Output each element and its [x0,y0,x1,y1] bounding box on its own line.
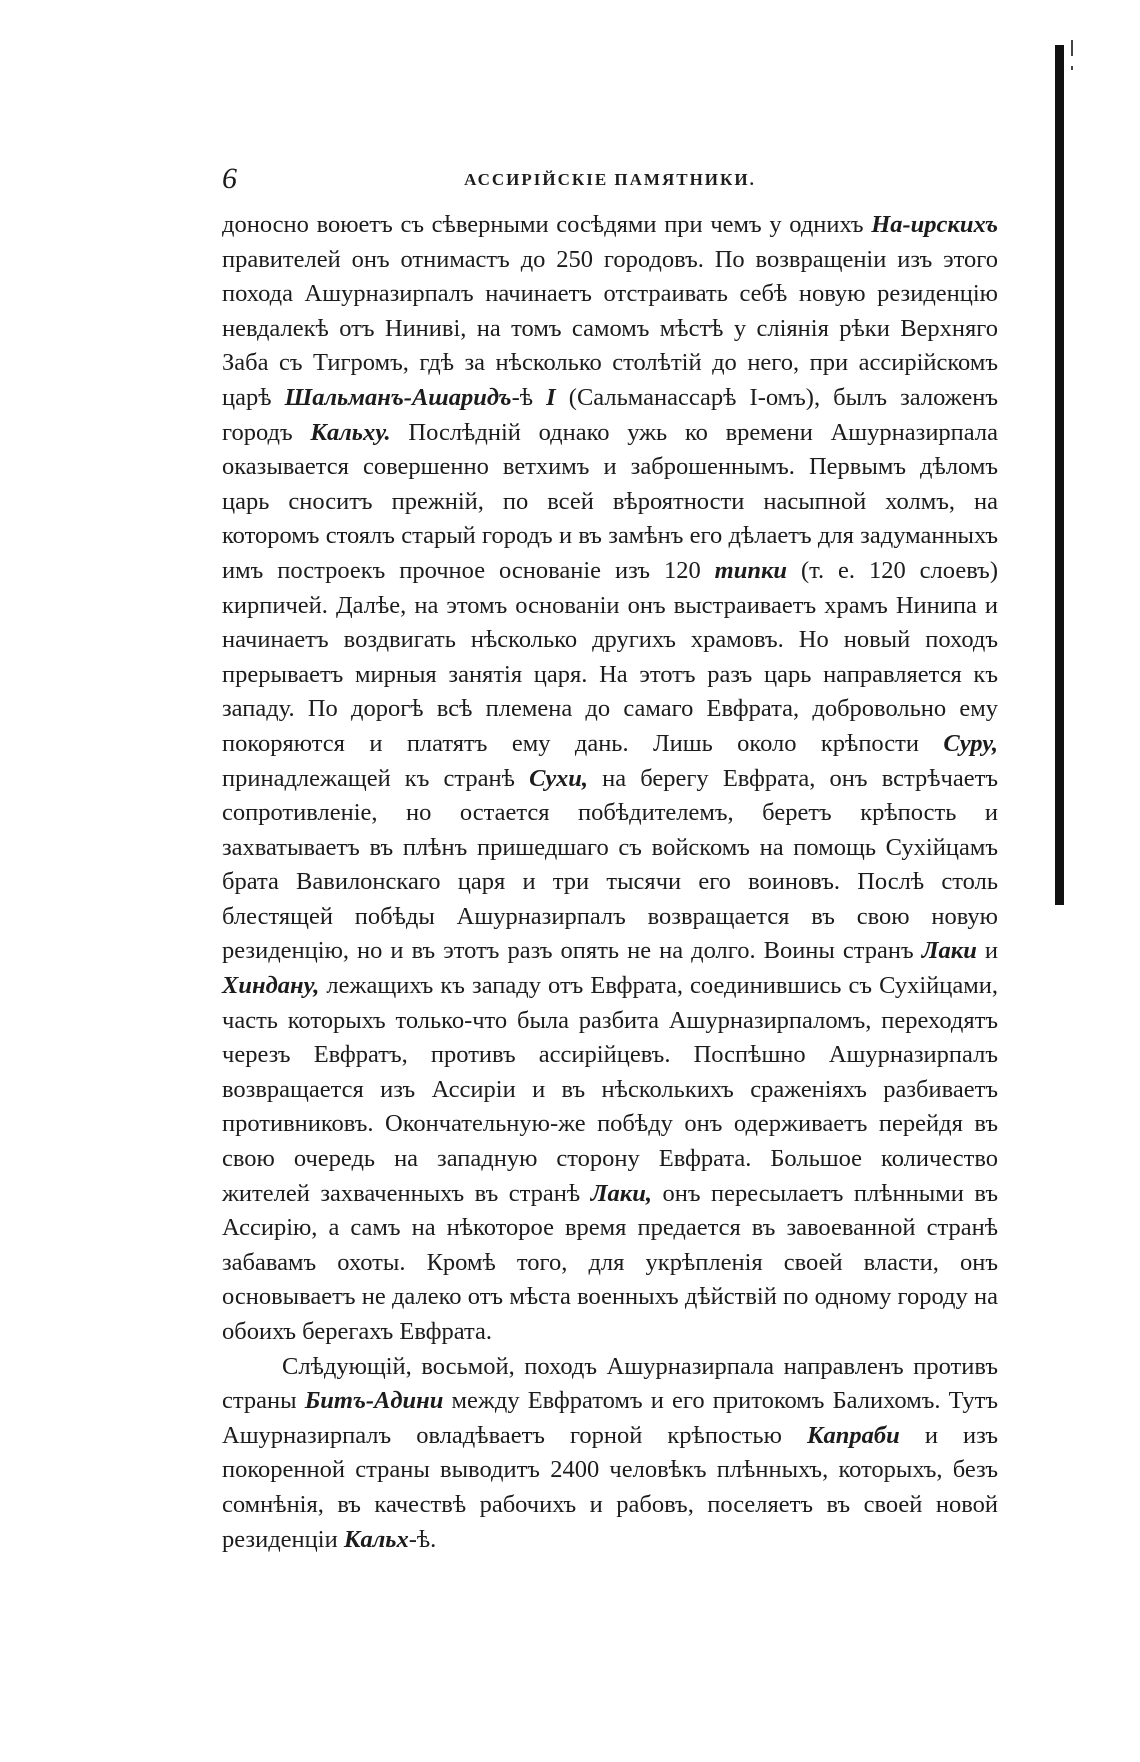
proper-name: Лаки, [590,1179,652,1207]
text-run: между Евфратомъ и его притокомъ Балихомъ. Тутъ Ашурназирпалъ овладѣваетъ горной крѣпостью [222,1387,999,1449]
proper-name: Шальманъ-Ашаридъ [284,383,512,411]
text-run: лежащихъ къ западу отъ Евфрата, соединившись съ Сухійцами, часть которыхъ только-что была разбита Ашурназирпаломъ, переходятъ черезъ Евфратъ, противъ ассирійцевъ. Поспѣшно Ашурназирпалъ возвращается изъ Ассиріи и въ нѣсколькихъ сраженіяхъ разбиваетъ противниковъ. Окончательную-же побѣду онъ одерживаетъ перейдя въ свою очередь на западную сторону Евфрата. Большое количество жителей захваченныхъ въ странѣ [222,972,998,1207]
proper-name: На-ирскихъ [871,211,998,238]
scan-edge-shadow [1055,45,1064,905]
paragraph [222,208,998,1350]
text-run: (Сальманассарѣ I-омъ), былъ заложенъ городъ [222,383,998,446]
running-title: АССИРІЙСКІЕ ПАМЯТНИКИ. [464,170,756,189]
text-run: доносно воюетъ съ сѣверными сосѣдями при чемъ у однихъ [222,211,872,238]
text-run: на берегу Евфрата, онъ встрѣчаетъ сопротивленіе, но остается побѣдителемъ, беретъ крѣпость и захватываетъ въ плѣнъ пришедшаго съ войскомъ на помощь Сухійцамъ брата Вавилонскаго царя и три тысячи его воиновъ. Послѣ столь блестящей побѣды Ашурназирпалъ возвращается въ свою новую резиденцію, но и въ этотъ разъ опять не на долго. Воины странъ [222,764,998,965]
text-run: и [976,937,998,965]
proper-name: Кальху. [310,418,391,446]
text-run: -ѣ. [408,1525,437,1553]
book-page [222,162,998,1557]
scan-speck [1071,66,1073,70]
text-run: и изъ покоренной страны выводитъ 2400 человѣкъ плѣнныхъ, которыхъ, безъ сомнѣнія, въ качествѣ рабочихъ и рабовъ, поселяетъ въ своей новой резиденціи [222,1421,999,1553]
proper-name: Хиндану, [222,972,320,1000]
text-run: принадлежащей къ странѣ [222,764,530,792]
page-header [222,162,998,196]
text-run: онъ пересылаетъ плѣнными въ Ассирію, а самъ на нѣкоторое время предается въ завоеванной странѣ забавамъ охоты. Кромѣ того, для укрѣпленія своей власти, онъ основываетъ не далеко отъ мѣста военныхъ дѣйствій по одному городу на обоихъ берегахъ Евфрата. [222,1179,998,1345]
text-run: Слѣдующій, восьмой, походъ Ашурназирпала направленъ противъ страны [222,1352,998,1415]
proper-name: I [546,383,556,411]
text-run: (т. е. 120 слоевъ) кирпичей. Далѣе, на этомъ основаніи онъ выстраиваетъ храмъ Нинипа и начинаетъ воздвигать нѣсколько другихъ храмовъ. Но новый походъ прерываетъ мирныя занятія царя. На этотъ разъ царь направляется къ западу. По дорогѣ всѣ племена до самаго Евфрата, добровольно ему покоряются и платятъ ему дань. Лишь около крѣпости [222,556,998,757]
paragraph [222,1350,998,1558]
proper-name: Кальх [343,1525,409,1553]
scan-speck [1071,40,1073,56]
page-number: 6 [222,162,237,195]
text-run: Послѣдній однако ужь ко времени Ашурназирпала оказывается совершенно ветхимъ и заброшеннымъ. Первымъ дѣломъ царь сноситъ прежній, по всей вѣроятности насыпной холмъ, на которомъ стоялъ старый городъ и въ замѣнъ его дѣлаетъ для задуманныхъ имъ построекъ прочное основаніе изъ 120 [222,418,998,584]
text-run: правителей онъ отнимастъ до 250 городовъ. По возвращеніи изъ этого похода Ашурназирпалъ начинаетъ отстраивать себѣ новую резиденцію невдалекѣ отъ Ниниві, на томъ самомъ мѣстѣ у сліянія рѣки Верхняго Заба съ Тигромъ, гдѣ за нѣсколько столѣтій до него, при ассирійскомъ царѣ [222,245,998,411]
proper-name: типки [714,556,788,584]
proper-name: Капраби [806,1421,900,1449]
proper-name: Суру, [943,729,998,757]
proper-name: Лаки [921,937,977,965]
proper-name: Сухи, [529,764,588,792]
body-text [222,208,998,1557]
text-run: -ѣ [511,383,547,411]
proper-name: Битъ-Адини [304,1387,444,1415]
